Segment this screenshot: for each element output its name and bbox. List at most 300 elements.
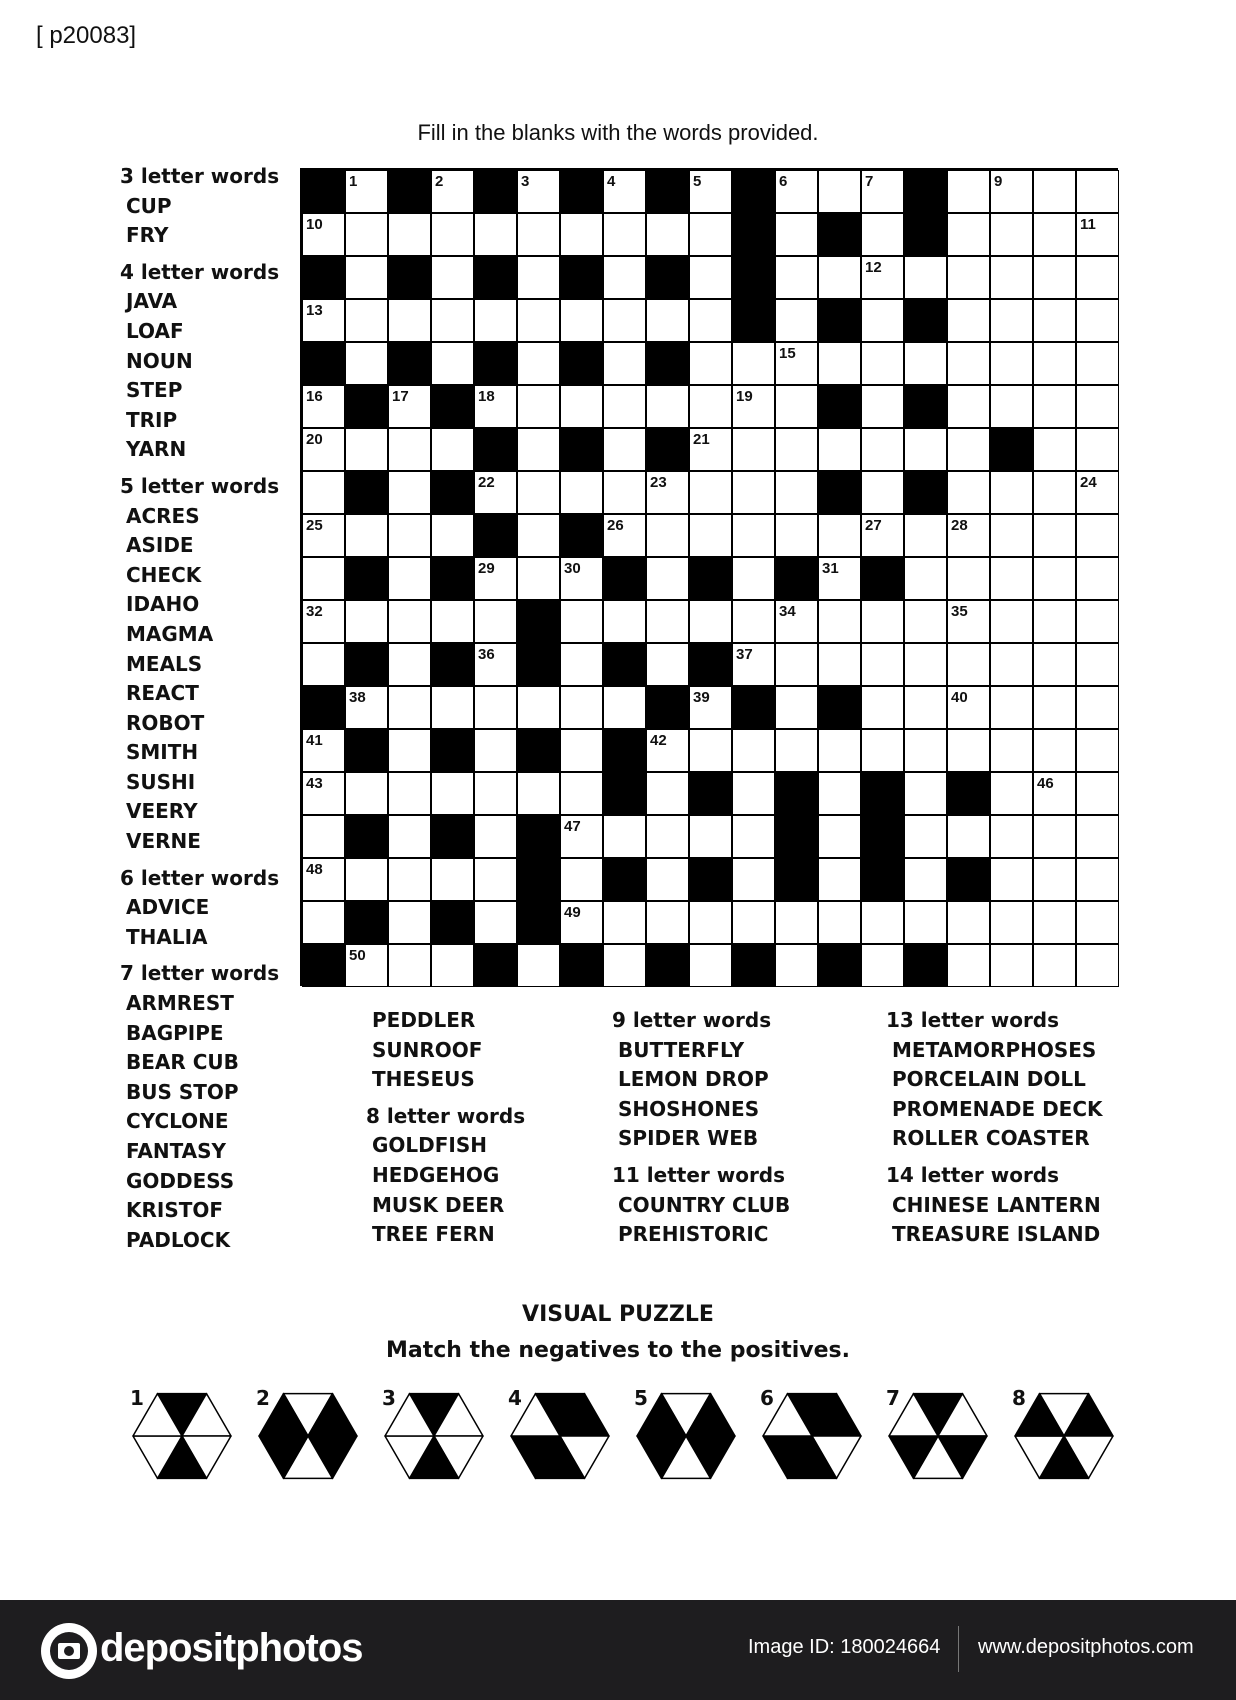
grid-cell[interactable] (1033, 643, 1076, 686)
grid-cell[interactable] (990, 858, 1033, 901)
grid-cell[interactable] (345, 256, 388, 299)
grid-cell[interactable] (990, 772, 1033, 815)
grid-cell[interactable] (474, 772, 517, 815)
grid-cell[interactable] (775, 686, 818, 729)
grid-cell[interactable] (1033, 944, 1076, 987)
grid-cell[interactable] (1076, 385, 1119, 428)
grid-cell[interactable] (474, 299, 517, 342)
grid-cell[interactable] (474, 557, 517, 600)
grid-cell[interactable] (990, 170, 1033, 213)
grid-cell[interactable] (689, 385, 732, 428)
grid-cell[interactable] (861, 514, 904, 557)
grid-cell[interactable] (947, 213, 990, 256)
grid-cell[interactable] (345, 600, 388, 643)
grid-cell[interactable] (732, 600, 775, 643)
grid-cell[interactable] (431, 686, 474, 729)
grid-cell[interactable] (646, 729, 689, 772)
grid-cell[interactable] (689, 256, 732, 299)
word-list-item: KRISTOF (126, 1198, 224, 1223)
grid-cell[interactable] (1033, 213, 1076, 256)
grid-cell[interactable] (1076, 170, 1119, 213)
grid-cell[interactable] (603, 815, 646, 858)
grid-cell[interactable] (474, 686, 517, 729)
grid-cell[interactable] (603, 170, 646, 213)
grid-cell[interactable] (947, 428, 990, 471)
grid-cell[interactable] (345, 170, 388, 213)
grid-cell[interactable] (560, 471, 603, 514)
grid-cell[interactable] (388, 858, 431, 901)
grid-cell[interactable] (689, 299, 732, 342)
grid-cell[interactable] (990, 385, 1033, 428)
grid-cell[interactable] (302, 815, 345, 858)
grid-cell[interactable] (818, 729, 861, 772)
grid-cell[interactable] (1033, 901, 1076, 944)
grid-cell[interactable] (947, 600, 990, 643)
grid-cell[interactable] (775, 170, 818, 213)
grid-cell[interactable] (431, 858, 474, 901)
grid-cell[interactable] (474, 643, 517, 686)
grid-cell[interactable] (1033, 815, 1076, 858)
grid-cell[interactable] (646, 213, 689, 256)
grid-cell[interactable] (603, 385, 646, 428)
grid-cell[interactable] (646, 815, 689, 858)
grid-cell[interactable] (818, 514, 861, 557)
grid-cell[interactable] (431, 514, 474, 557)
grid-cell[interactable] (345, 213, 388, 256)
grid-cell[interactable] (732, 815, 775, 858)
grid-cell[interactable] (474, 858, 517, 901)
grid-cell[interactable] (603, 600, 646, 643)
hexagon-item (252, 1384, 362, 1484)
grid-cell[interactable] (818, 342, 861, 385)
grid-cell[interactable] (861, 643, 904, 686)
grid-cell[interactable] (388, 600, 431, 643)
grid-cell[interactable] (689, 944, 732, 987)
grid-cell[interactable] (517, 772, 560, 815)
grid-cell[interactable] (775, 901, 818, 944)
grid-cell[interactable] (388, 772, 431, 815)
grid-cell[interactable] (1033, 600, 1076, 643)
grid-cell[interactable] (689, 686, 732, 729)
grid-cell[interactable] (1076, 729, 1119, 772)
grid-cell[interactable] (990, 514, 1033, 557)
grid-cell[interactable] (1076, 944, 1119, 987)
grid-cell[interactable] (603, 299, 646, 342)
grid-cell-black (818, 471, 861, 514)
grid-cell[interactable] (732, 901, 775, 944)
grid-cell[interactable] (1076, 901, 1119, 944)
grid-cell[interactable] (302, 213, 345, 256)
grid-cell[interactable] (732, 643, 775, 686)
grid-cell[interactable] (990, 342, 1033, 385)
grid-cell[interactable] (1076, 428, 1119, 471)
grid-cell[interactable] (517, 686, 560, 729)
grid-cell[interactable] (474, 471, 517, 514)
grid-cell[interactable] (947, 815, 990, 858)
hexagon-item (1008, 1384, 1118, 1484)
grid-cell[interactable] (431, 299, 474, 342)
grid-cell[interactable] (861, 170, 904, 213)
grid-cell[interactable] (603, 342, 646, 385)
grid-cell[interactable] (904, 342, 947, 385)
grid-cell[interactable] (302, 514, 345, 557)
grid-cell[interactable] (345, 342, 388, 385)
grid-cell[interactable] (990, 471, 1033, 514)
word-list-item: MEALS (126, 651, 203, 676)
grid-cell[interactable] (861, 729, 904, 772)
grid-cell[interactable] (947, 901, 990, 944)
grid-cell[interactable] (990, 944, 1033, 987)
grid-cell[interactable] (1033, 557, 1076, 600)
grid-cell[interactable] (345, 514, 388, 557)
grid-cell[interactable] (732, 471, 775, 514)
grid-cell[interactable] (388, 299, 431, 342)
grid-cell[interactable] (603, 471, 646, 514)
grid-cell[interactable] (517, 213, 560, 256)
grid-cell[interactable] (947, 944, 990, 987)
word-list-item: ACRES (126, 503, 200, 528)
grid-cell[interactable] (689, 815, 732, 858)
grid-cell[interactable] (732, 342, 775, 385)
grid-cell[interactable] (388, 643, 431, 686)
grid-cell[interactable] (560, 643, 603, 686)
grid-cell[interactable] (990, 557, 1033, 600)
grid-cell[interactable] (1076, 256, 1119, 299)
grid-cell[interactable] (345, 944, 388, 987)
grid-cell[interactable] (990, 213, 1033, 256)
grid-cell[interactable] (990, 901, 1033, 944)
grid-cell[interactable] (388, 557, 431, 600)
grid-cell[interactable] (947, 686, 990, 729)
grid-cell[interactable] (388, 471, 431, 514)
grid-cell[interactable] (818, 643, 861, 686)
grid-cell[interactable] (861, 600, 904, 643)
grid-cell[interactable] (1076, 342, 1119, 385)
grid-cell[interactable] (947, 557, 990, 600)
grid-cell[interactable] (689, 428, 732, 471)
grid-cell[interactable] (818, 901, 861, 944)
grid-cell[interactable] (1033, 256, 1076, 299)
grid-cell[interactable] (1076, 643, 1119, 686)
grid-cell[interactable] (818, 428, 861, 471)
grid-cell[interactable] (861, 299, 904, 342)
grid-cell[interactable] (689, 170, 732, 213)
grid-cell[interactable] (947, 170, 990, 213)
grid-cell[interactable] (560, 600, 603, 643)
grid-cell[interactable] (904, 815, 947, 858)
grid-cell[interactable] (560, 772, 603, 815)
grid-cell[interactable] (646, 600, 689, 643)
grid-cell[interactable] (560, 213, 603, 256)
grid-cell[interactable] (775, 729, 818, 772)
grid-cell-black (603, 643, 646, 686)
list-gap (120, 465, 279, 472)
grid-cell[interactable] (388, 213, 431, 256)
grid-cell[interactable] (904, 643, 947, 686)
grid-cell[interactable] (861, 428, 904, 471)
grid-cell[interactable] (818, 170, 861, 213)
grid-cell[interactable] (345, 686, 388, 729)
grid-cell[interactable] (1076, 299, 1119, 342)
grid-cell[interactable] (775, 428, 818, 471)
grid-cell[interactable] (474, 901, 517, 944)
clue-number: 34 (779, 603, 796, 620)
grid-cell[interactable] (1033, 772, 1076, 815)
grid-cell[interactable] (818, 256, 861, 299)
grid-cell[interactable] (861, 686, 904, 729)
grid-cell[interactable] (732, 729, 775, 772)
word-list-item: CYCLONE (126, 1109, 229, 1134)
word-list-item: SMITH (126, 740, 199, 765)
grid-cell[interactable] (431, 772, 474, 815)
word-list-item: METAMORPHOSES (892, 1037, 1097, 1062)
grid-cell[interactable] (302, 772, 345, 815)
grid-cell[interactable] (990, 729, 1033, 772)
grid-cell[interactable] (689, 901, 732, 944)
grid-cell[interactable] (861, 944, 904, 987)
grid-cell[interactable] (603, 213, 646, 256)
grid-cell[interactable] (775, 342, 818, 385)
grid-cell[interactable] (904, 729, 947, 772)
grid-cell[interactable] (775, 643, 818, 686)
grid-cell[interactable] (345, 428, 388, 471)
grid-cell[interactable] (689, 342, 732, 385)
grid-cell[interactable] (517, 385, 560, 428)
grid-cell[interactable] (560, 815, 603, 858)
grid-cell[interactable] (1033, 729, 1076, 772)
grid-cell[interactable] (560, 858, 603, 901)
grid-cell[interactable] (990, 815, 1033, 858)
grid-cell[interactable] (646, 385, 689, 428)
grid-cell[interactable] (947, 729, 990, 772)
grid-cell[interactable] (947, 299, 990, 342)
grid-cell[interactable] (345, 772, 388, 815)
grid-cell[interactable] (775, 213, 818, 256)
grid-cell[interactable] (517, 514, 560, 557)
grid-cell[interactable] (947, 471, 990, 514)
grid-cell[interactable] (818, 815, 861, 858)
clue-number: 37 (736, 646, 753, 663)
grid-cell[interactable] (302, 729, 345, 772)
grid-cell[interactable] (818, 858, 861, 901)
grid-cell[interactable] (646, 471, 689, 514)
grid-cell[interactable] (646, 772, 689, 815)
grid-cell[interactable] (646, 858, 689, 901)
grid-cell[interactable] (474, 600, 517, 643)
grid-cell[interactable] (388, 428, 431, 471)
grid-cell[interactable] (990, 643, 1033, 686)
grid-cell[interactable] (388, 686, 431, 729)
grid-cell[interactable] (904, 772, 947, 815)
grid-cell[interactable] (388, 385, 431, 428)
grid-cell[interactable] (302, 428, 345, 471)
grid-cell[interactable] (1033, 342, 1076, 385)
grid-cell[interactable] (818, 557, 861, 600)
grid-cell[interactable] (345, 299, 388, 342)
grid-cell[interactable] (1033, 514, 1076, 557)
grid-cell[interactable] (302, 858, 345, 901)
word-list-item: PEDDLER (372, 1008, 476, 1032)
grid-cell[interactable] (345, 858, 388, 901)
grid-cell[interactable] (517, 342, 560, 385)
grid-cell[interactable] (818, 600, 861, 643)
grid-cell[interactable] (861, 256, 904, 299)
grid-cell[interactable] (904, 514, 947, 557)
grid-cell[interactable] (603, 514, 646, 557)
word-list-item: MUSK DEER (372, 1192, 505, 1217)
grid-cell[interactable] (431, 428, 474, 471)
grid-cell[interactable] (1076, 514, 1119, 557)
grid-cell[interactable] (474, 385, 517, 428)
grid-cell[interactable] (560, 299, 603, 342)
grid-cell[interactable] (302, 471, 345, 514)
grid-cell[interactable] (388, 901, 431, 944)
grid-cell[interactable] (603, 428, 646, 471)
grid-cell[interactable] (517, 256, 560, 299)
grid-cell[interactable] (1076, 858, 1119, 901)
grid-cell[interactable] (560, 385, 603, 428)
grid-cell[interactable] (732, 557, 775, 600)
grid-cell[interactable] (1033, 858, 1076, 901)
grid-cell[interactable] (560, 557, 603, 600)
grid-cell[interactable] (904, 901, 947, 944)
grid-cell[interactable] (603, 256, 646, 299)
grid-cell[interactable] (560, 901, 603, 944)
grid-cell[interactable] (990, 299, 1033, 342)
grid-cell[interactable] (603, 944, 646, 987)
grid-cell[interactable] (775, 514, 818, 557)
grid-cell[interactable] (689, 471, 732, 514)
grid-cell[interactable] (517, 944, 560, 987)
grid-cell[interactable] (1033, 170, 1076, 213)
clue-number: 2 (435, 173, 444, 190)
grid-cell[interactable] (1033, 385, 1076, 428)
grid-cell[interactable] (302, 299, 345, 342)
grid-cell[interactable] (904, 686, 947, 729)
grid-cell[interactable] (1076, 686, 1119, 729)
grid-cell[interactable] (431, 600, 474, 643)
grid-cell[interactable] (947, 342, 990, 385)
grid-cell[interactable] (1033, 428, 1076, 471)
grid-cell[interactable] (474, 213, 517, 256)
grid-cell[interactable] (689, 600, 732, 643)
grid-cell[interactable] (775, 944, 818, 987)
grid-cell[interactable] (732, 385, 775, 428)
grid-cell[interactable] (732, 428, 775, 471)
grid-cell[interactable] (904, 557, 947, 600)
grid-cell[interactable] (1076, 213, 1119, 256)
grid-cell[interactable] (431, 213, 474, 256)
grid-cell-black (345, 901, 388, 944)
grid-cell[interactable] (388, 729, 431, 772)
grid-cell[interactable] (1076, 815, 1119, 858)
grid-cell[interactable] (861, 342, 904, 385)
grid-cell[interactable] (431, 256, 474, 299)
grid-cell-black (603, 858, 646, 901)
grid-cell[interactable] (775, 256, 818, 299)
grid-cell[interactable] (775, 385, 818, 428)
grid-cell[interactable] (646, 643, 689, 686)
grid-cell[interactable] (990, 256, 1033, 299)
grid-cell[interactable] (302, 901, 345, 944)
clue-number: 30 (564, 560, 581, 577)
grid-cell[interactable] (517, 170, 560, 213)
grid-cell[interactable] (775, 471, 818, 514)
grid-cell[interactable] (689, 213, 732, 256)
grid-cell[interactable] (646, 901, 689, 944)
site-url[interactable]: www.depositphotos.com (978, 1636, 1194, 1658)
grid-cell[interactable] (1076, 471, 1119, 514)
grid-cell[interactable] (517, 299, 560, 342)
grid-cell[interactable] (517, 557, 560, 600)
grid-cell[interactable] (861, 901, 904, 944)
grid-cell[interactable] (517, 471, 560, 514)
grid-cell[interactable] (904, 600, 947, 643)
grid-cell[interactable] (1076, 772, 1119, 815)
grid-cell[interactable] (474, 729, 517, 772)
grid-cell[interactable] (775, 600, 818, 643)
grid-cell[interactable] (1033, 299, 1076, 342)
grid-cell[interactable] (388, 944, 431, 987)
grid-cell[interactable] (431, 944, 474, 987)
grid-cell[interactable] (603, 901, 646, 944)
grid-cell[interactable] (1033, 471, 1076, 514)
grid-cell[interactable] (861, 213, 904, 256)
hexagon-item (630, 1384, 740, 1484)
grid-cell[interactable] (947, 385, 990, 428)
grid-cell[interactable] (302, 385, 345, 428)
grid-cell[interactable] (388, 514, 431, 557)
grid-cell[interactable] (646, 514, 689, 557)
grid-cell[interactable] (904, 256, 947, 299)
grid-cell[interactable] (302, 643, 345, 686)
grid-cell[interactable] (818, 772, 861, 815)
grid-cell[interactable] (732, 772, 775, 815)
grid-cell[interactable] (646, 299, 689, 342)
grid-cell[interactable] (990, 686, 1033, 729)
grid-cell[interactable] (1076, 557, 1119, 600)
grid-cell[interactable] (431, 342, 474, 385)
grid-cell[interactable] (603, 686, 646, 729)
grid-cell[interactable] (517, 428, 560, 471)
grid-cell[interactable] (689, 514, 732, 557)
grid-cell[interactable] (646, 557, 689, 600)
grid-cell[interactable] (904, 428, 947, 471)
grid-cell[interactable] (1033, 686, 1076, 729)
grid-cell[interactable] (388, 815, 431, 858)
grid-cell[interactable] (732, 514, 775, 557)
grid-cell[interactable] (990, 600, 1033, 643)
grid-cell[interactable] (861, 385, 904, 428)
grid-cell[interactable] (861, 471, 904, 514)
grid-cell-black (302, 256, 345, 299)
grid-cell[interactable] (689, 729, 732, 772)
grid-cell[interactable] (775, 299, 818, 342)
grid-cell[interactable] (474, 815, 517, 858)
grid-cell[interactable] (904, 858, 947, 901)
grid-cell[interactable] (947, 514, 990, 557)
grid-cell[interactable] (947, 643, 990, 686)
grid-cell[interactable] (560, 686, 603, 729)
grid-cell[interactable] (431, 170, 474, 213)
grid-cell[interactable] (302, 600, 345, 643)
grid-cell[interactable] (732, 858, 775, 901)
clue-number: 49 (564, 904, 581, 921)
grid-cell[interactable] (1076, 600, 1119, 643)
grid-cell[interactable] (302, 557, 345, 600)
grid-cell[interactable] (947, 256, 990, 299)
grid-cell[interactable] (560, 729, 603, 772)
